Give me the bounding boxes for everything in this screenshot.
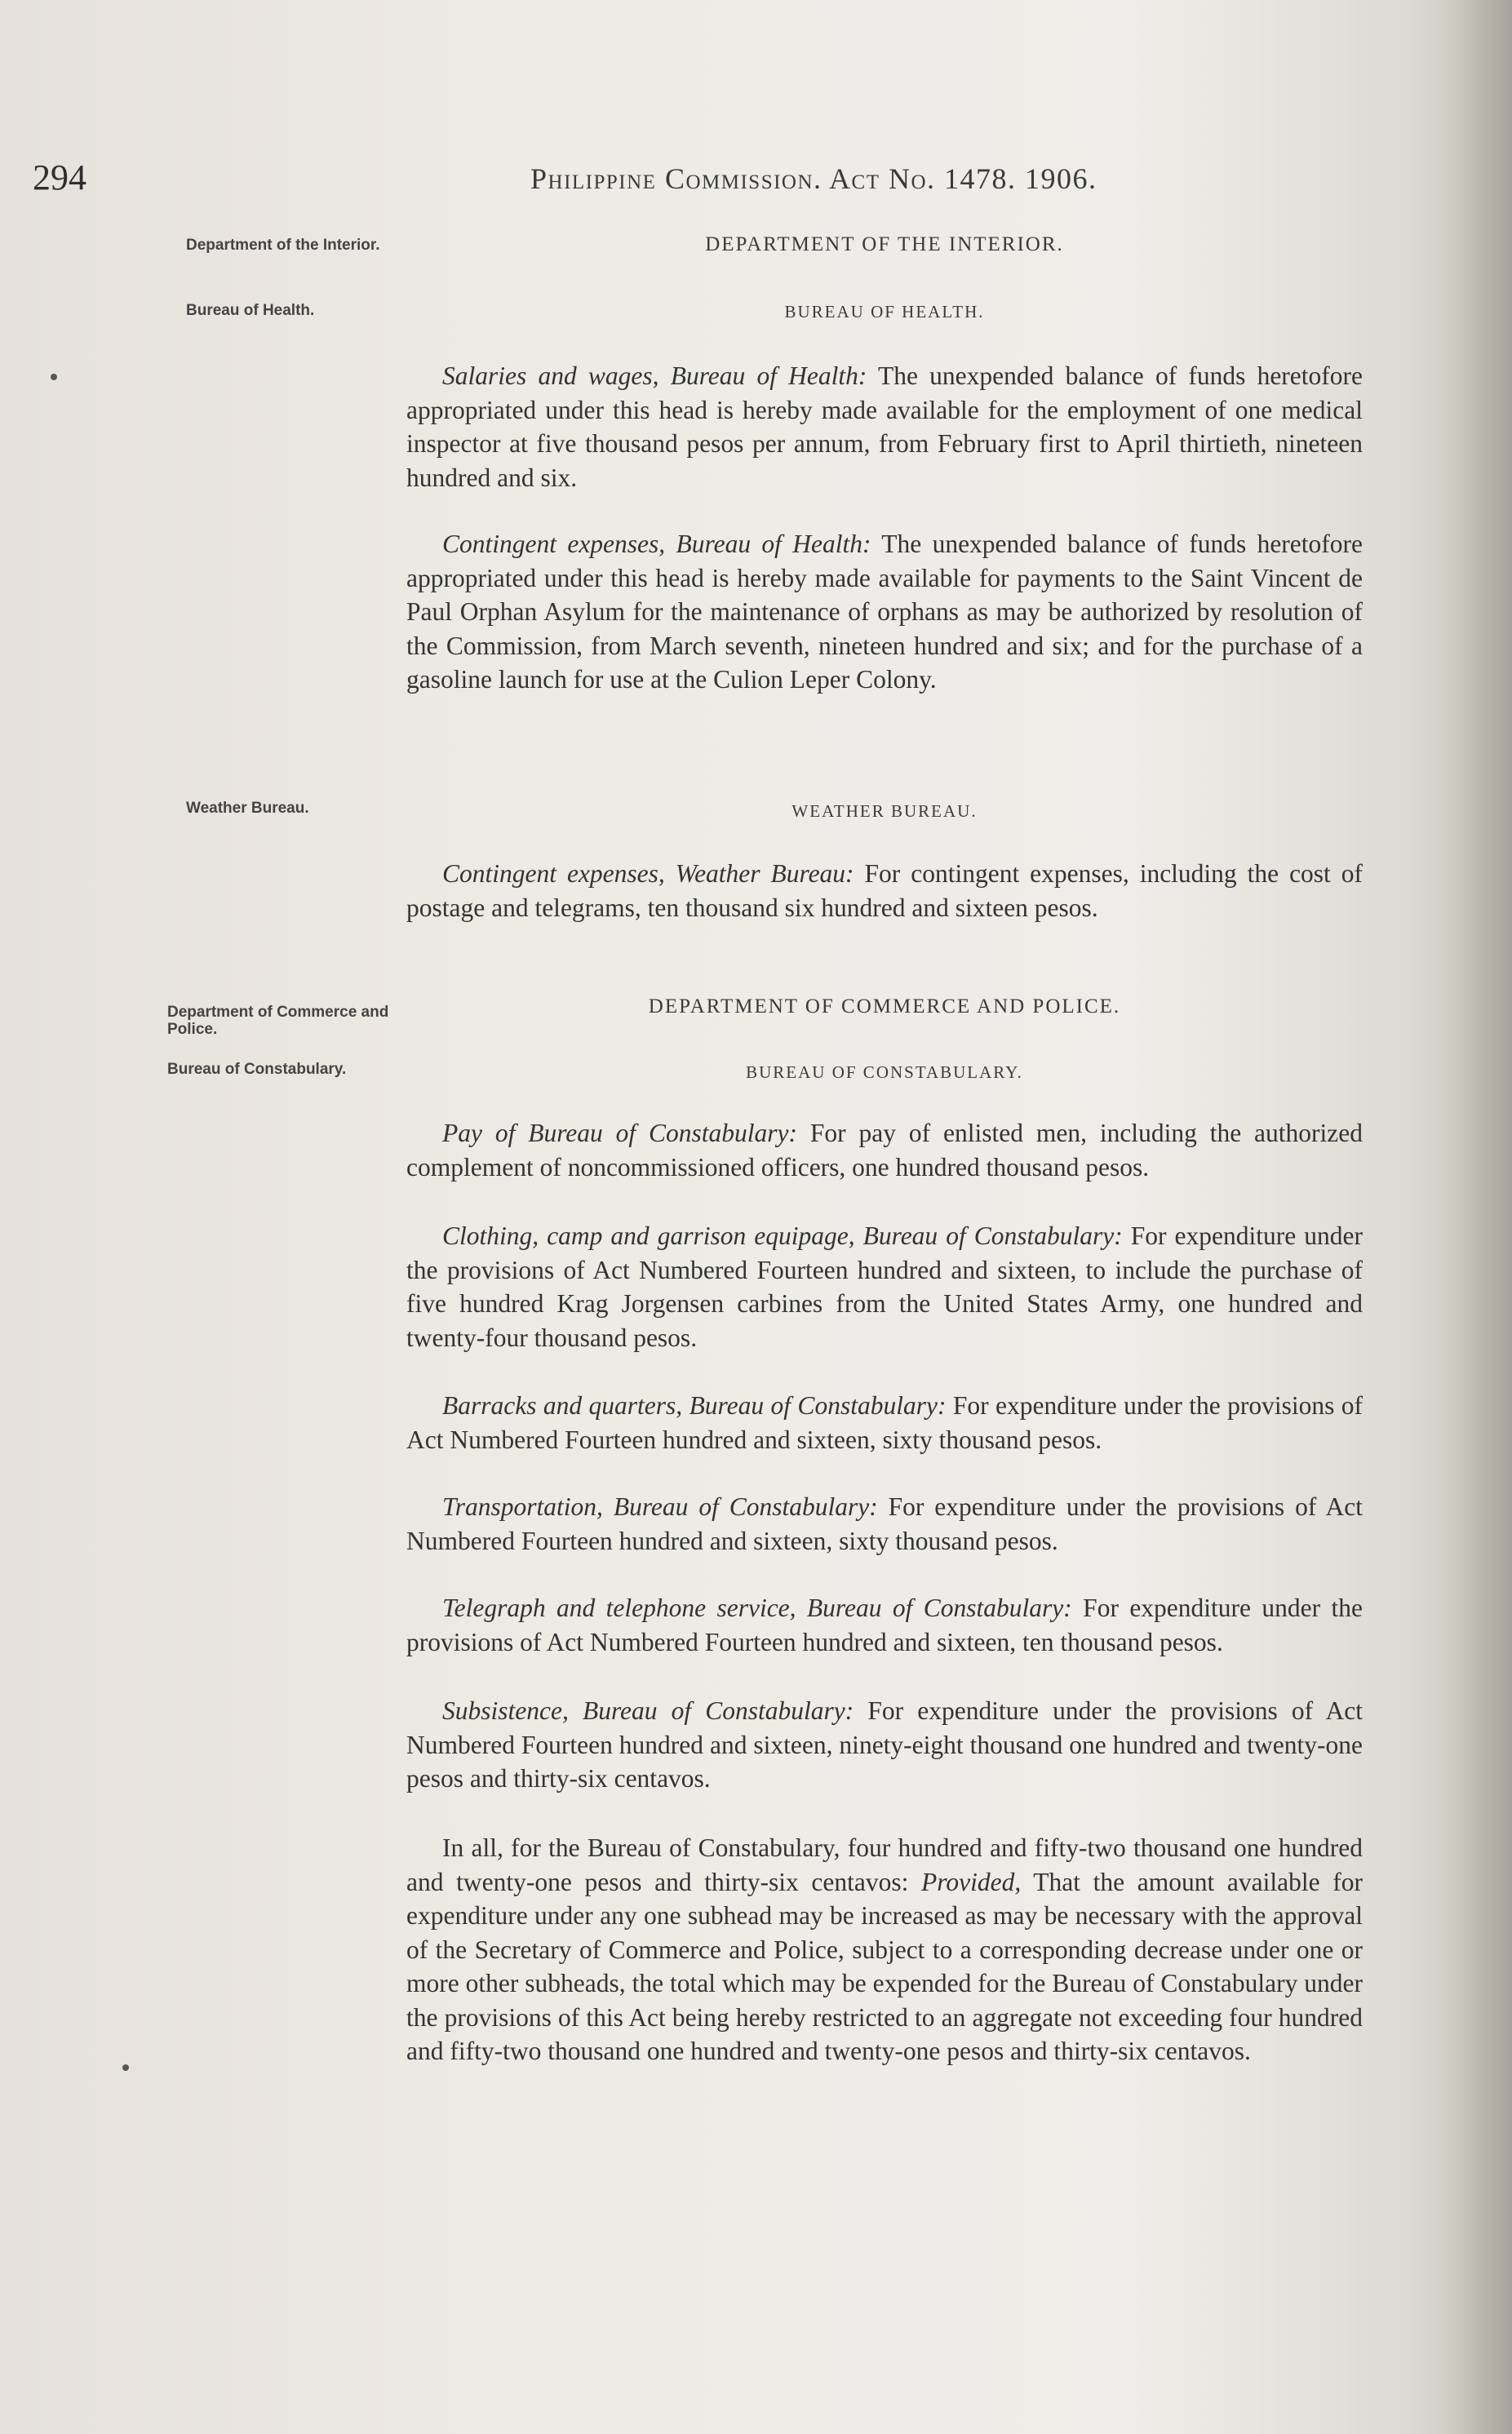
paragraph-lead: Clothing, camp and garrison equipage, Bureau of Constabulary: <box>442 1221 1123 1250</box>
paragraph-text: For pay of enlisted men, including the authorized complement of noncommissioned officers, one hundred thousand pesos. <box>406 1119 1363 1182</box>
paragraph-subsistence-constabulary <box>406 1694 1363 1796</box>
paragraph-transportation-constabulary <box>406 1490 1363 1558</box>
heading-weather-bureau: WEATHER BUREAU. <box>791 801 978 821</box>
margin-note-bureau-constabulary: Bureau of Constabulary. <box>167 1061 347 1078</box>
paragraph-lead: Barracks and quarters, Bureau of Constabulary: <box>442 1391 947 1420</box>
paragraph-lead: Transportation, Bureau of Constabulary: <box>442 1492 878 1521</box>
scan-speck <box>122 2064 129 2071</box>
paragraph-lead: Pay of Bureau of Constabulary: <box>442 1119 798 1147</box>
paragraph-text: For expenditure under the provisions of Act Numbered Fourteen hundred and sixteen, ten thousand pesos. <box>406 1594 1363 1656</box>
margin-note-dept-commerce: Department of Commerce and Police. <box>167 1004 389 1038</box>
paragraph-lead: Telegraph and telephone service, Bureau of Constabulary: <box>442 1594 1072 1622</box>
paragraph-contingent-weather <box>406 857 1363 924</box>
paragraph-clothing-constabulary <box>406 1219 1363 1354</box>
paragraph-text: That the amount available for expenditure under any one subhead may be increased as may be necessary with the approval of the Secretary of Commerce and Police, subject to a corresponding decrease under one or more other subheads, the total which may be expended for the Bureau of Constabulary under the provisions of this Act being hereby restricted to an aggregate not exceeding four hundred and fifty-two thousand one hundred and twenty-one pesos and thirty-six centavos. <box>406 1867 1363 2065</box>
paragraph-total-constabulary <box>406 1831 1363 2068</box>
paragraph-barracks-constabulary <box>406 1389 1363 1456</box>
paragraph-text: For expenditure under the provisions of Act Numbered Fourteen hundred and sixteen, ninety-eight thousand one hundred and twenty-one pesos and thirty-six centavos. <box>406 1696 1363 1793</box>
paragraph-text: For expenditure under the provisions of Act Numbered Fourteen hundred and sixteen, sixty thousand pesos. <box>406 1492 1363 1555</box>
paragraph-lead: Contingent expenses, Bureau of Health: <box>442 530 871 558</box>
margin-note-dept-interior: Department of the Interior. <box>186 237 380 254</box>
heading-dept-commerce: DEPARTMENT OF COMMERCE AND POLICE. <box>648 995 1121 1017</box>
paragraph-text: For expenditure under the provisions of Act Numbered Fourteen hundred and sixteen, sixty thousand pesos. <box>406 1391 1363 1454</box>
page-number: 294 <box>33 157 86 197</box>
heading-bureau-health: BUREAU OF HEALTH. <box>784 302 985 321</box>
paragraph-lead: Subsistence, Bureau of Constabulary: <box>442 1696 854 1725</box>
margin-note-weather-bureau: Weather Bureau. <box>186 800 309 817</box>
paragraph-lead: Provided, <box>921 1867 1022 1896</box>
paragraph-pay-constabulary <box>406 1116 1363 1184</box>
paragraph-lead: Contingent expenses, Weather Bureau: <box>442 859 854 888</box>
paragraph-text: The unexpended balance of funds heretofore appropriated under this head is hereby made available for the employment of one medical inspector at five thousand pesos per annum, from February first to April thirtieth, nineteen hundred and six. <box>406 361 1363 492</box>
running-title: Philippine Commission. Act No. 1478. 1906. <box>530 162 1097 195</box>
margin-note-bureau-health: Bureau of Health. <box>186 302 315 319</box>
paragraph-text: For contingent expenses, including the cost of postage and telegrams, ten thousand six hundred and sixteen pesos. <box>406 859 1363 922</box>
page-edge-shadow <box>1447 0 1512 2434</box>
paragraph-contingent-health <box>406 527 1363 697</box>
page-header <box>33 157 1371 206</box>
scan-speck <box>51 374 57 380</box>
heading-bureau-constabulary: BUREAU OF CONSTABULARY. <box>746 1062 1023 1082</box>
paragraph-telegraph-constabulary <box>406 1591 1363 1659</box>
paragraph-lead: Salaries and wages, Bureau of Health: <box>442 361 867 390</box>
paragraph-text: In all, for the Bureau of Constabulary, four hundred and fifty-two thousand one hundred and twenty-one pesos and thirty-six centavos: <box>406 1833 1363 1896</box>
paragraph-text: For expenditure under the provisions of Act Numbered Fourteen hundred and sixteen, to include the purchase of five hundred Krag Jorgensen carbines from the United States Army, one hundred and twenty-four thousand pesos. <box>406 1221 1363 1352</box>
paragraph-salaries-health <box>406 359 1363 494</box>
heading-dept-interior: DEPARTMENT OF THE INTERIOR. <box>705 233 1064 255</box>
paragraph-text: The unexpended balance of funds heretofore appropriated under this head is hereby made available for payments to the Saint Vincent de Paul Orphan Asylum for the maintenance of orphans as may be authorized by resolution of the Commission, from March seventh, nineteen hundred and six; and for the purchase of a gasoline launch for use at the Culion Leper Colony. <box>406 530 1363 694</box>
